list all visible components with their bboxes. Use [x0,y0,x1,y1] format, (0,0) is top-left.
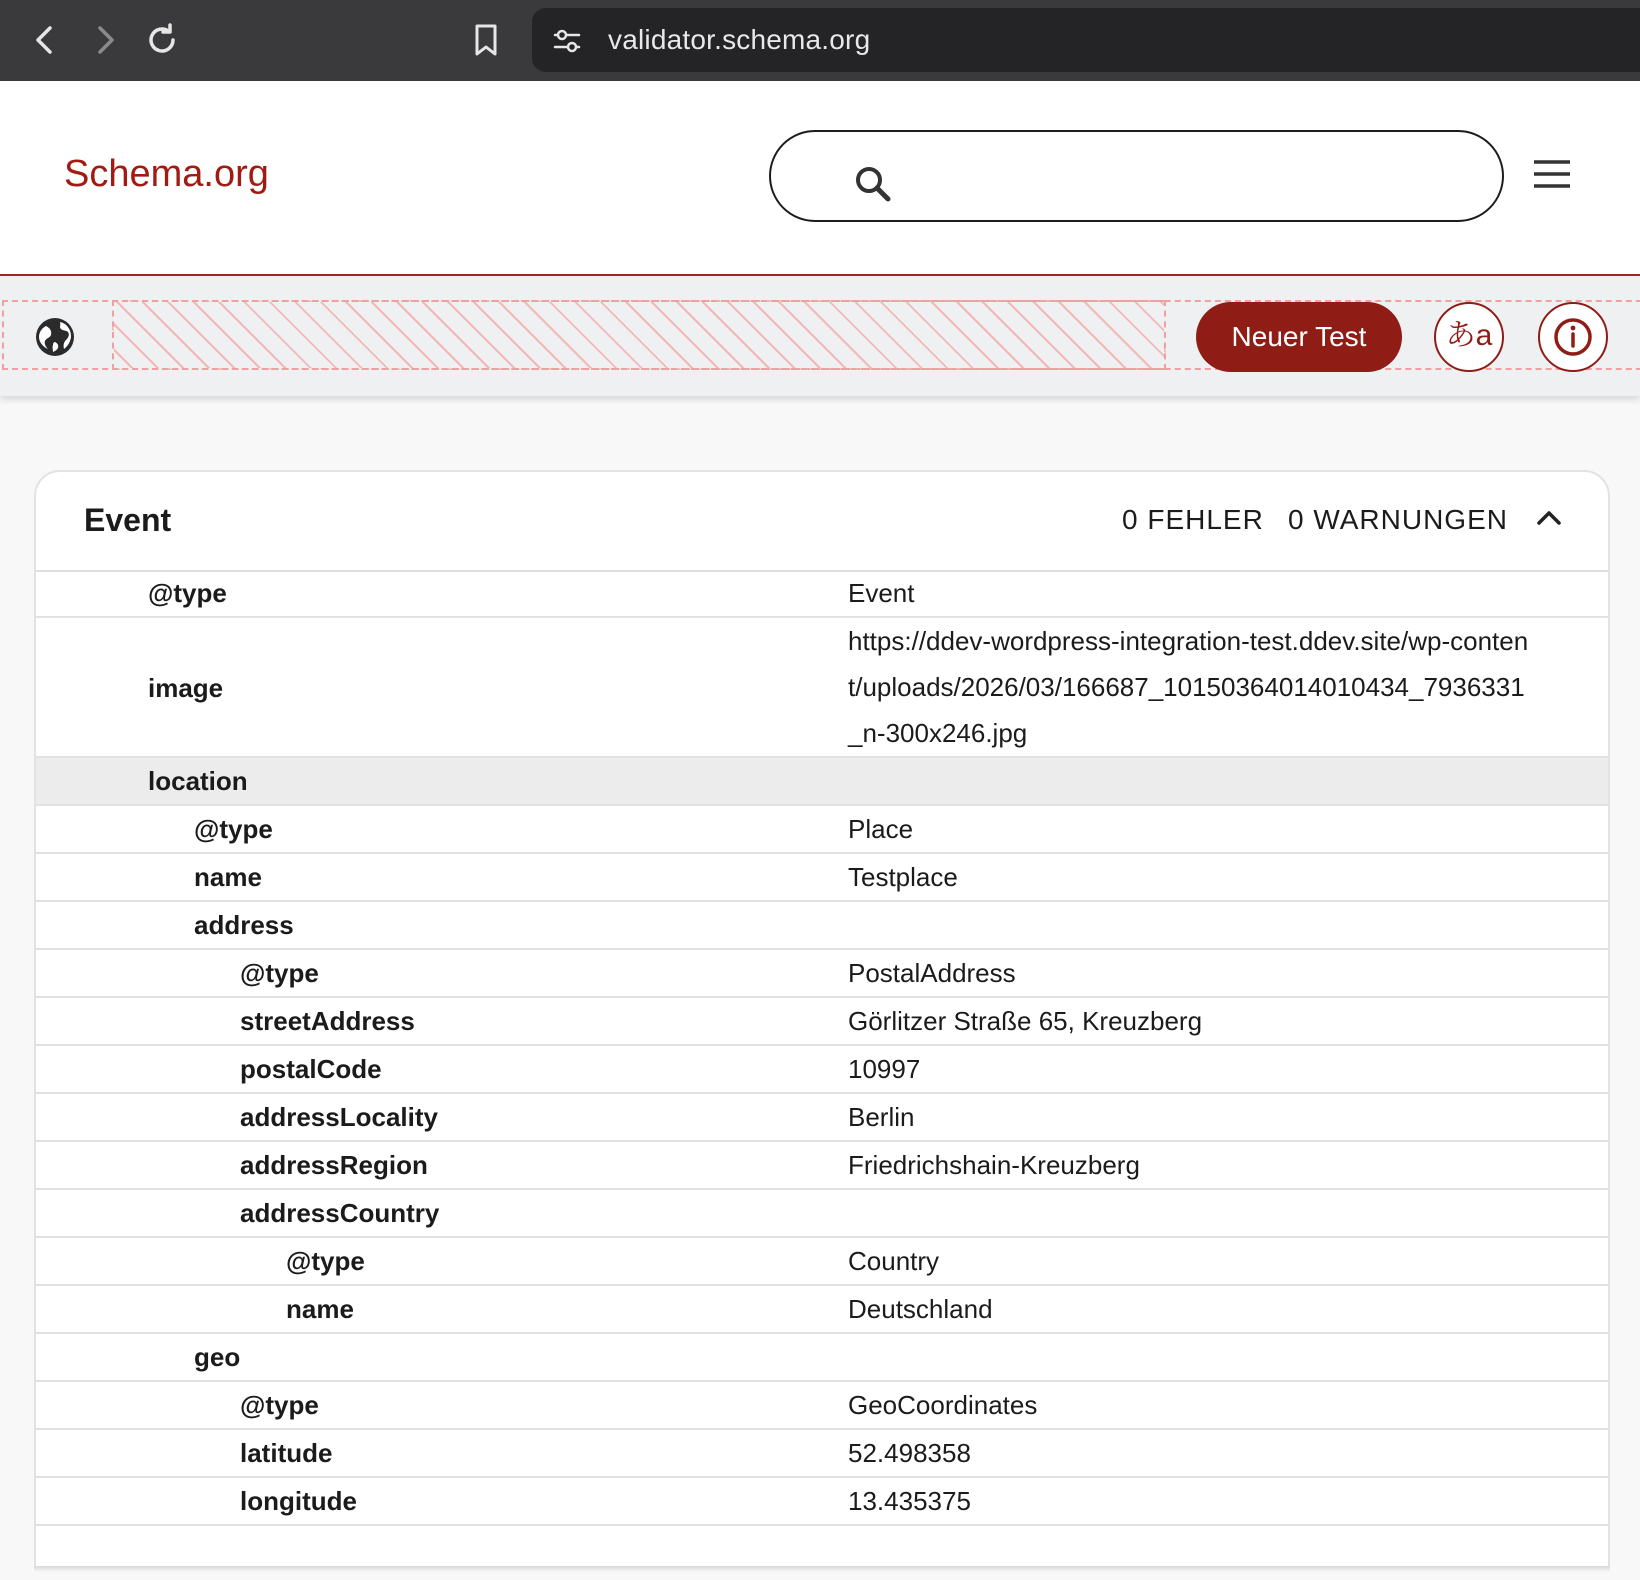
property-value: Deutschland [848,1294,993,1324]
property-value: 10997 [848,1054,921,1084]
property-name: name [194,862,262,892]
property-value: 52.498358 [848,1438,971,1468]
table-row [36,1238,1608,1286]
property-value: Place [848,814,914,844]
input-placeholder-area[interactable] [112,300,1166,370]
table-row [36,1046,1608,1094]
card-bottom-shadow [34,1566,1610,1572]
property-name: address [194,910,294,940]
property-value: Friedrichshain-Kreuzberg [848,1150,1140,1180]
property-value: Berlin [848,1102,915,1132]
property-name: @type [194,814,273,844]
address-bar[interactable] [532,8,1640,72]
property-name: @type [286,1246,365,1276]
property-value: https://ddev-wordpress-integration-test.ddev.site/wp-content/uploads/2026/03/166687_10150364014010434_7936331_n-300x246.jpg [848,626,1529,748]
property-name: streetAddress [240,1006,415,1036]
table-row [36,806,1608,854]
table-row [36,950,1608,998]
card-header[interactable] [36,472,1608,572]
forward-icon[interactable] [84,20,124,60]
table-row [36,618,1608,758]
property-table [36,570,1608,1526]
search-icon [853,164,893,204]
property-name: @type [240,958,319,988]
property-value: Country [848,1246,940,1276]
table-row [36,1190,1608,1238]
bookmark-icon[interactable] [466,20,506,60]
table-row [36,1478,1608,1526]
url-text[interactable]: validator.schema.org [608,24,871,55]
table-row [36,902,1608,950]
error-count: 0 FEHLER [1122,504,1264,535]
table-row [36,998,1608,1046]
table-row [36,1142,1608,1190]
table-row [36,1094,1608,1142]
property-name: location [148,766,248,796]
globe-icon[interactable] [34,316,76,358]
table-row [36,1334,1608,1382]
property-name: addressRegion [240,1150,428,1180]
site-header [0,81,1640,276]
site-settings-icon[interactable] [552,26,582,56]
result-card [34,470,1610,1570]
table-row [36,570,1608,618]
table-row [36,758,1608,806]
table-row [36,1286,1608,1334]
reload-icon[interactable] [142,20,182,60]
info-icon[interactable] [1538,302,1608,372]
search-input[interactable] [769,130,1504,222]
table-row [36,1382,1608,1430]
property-name: @type [240,1390,319,1420]
property-value: Görlitzer Straße 65, Kreuzberg [848,1006,1203,1036]
property-name: postalCode [240,1054,382,1084]
property-name: longitude [240,1486,357,1516]
hamburger-menu-icon[interactable] [1532,158,1572,190]
property-value: Event [848,578,915,608]
property-name: @type [148,578,227,608]
property-value: GeoCoordinates [848,1390,1038,1420]
chevron-up-icon[interactable] [1536,508,1562,526]
site-logo[interactable]: Schema.org [64,153,269,195]
property-name: name [286,1294,354,1324]
back-icon[interactable] [26,20,66,60]
validator-toolbar [0,276,1640,396]
property-name: addressLocality [240,1102,438,1132]
new-test-button[interactable]: Neuer Test [1196,302,1402,372]
table-row [36,1430,1608,1478]
property-name: latitude [240,1438,333,1468]
property-value: Testplace [848,862,958,892]
property-name: image [148,673,224,703]
property-value: PostalAddress [848,958,1016,988]
table-row [36,854,1608,902]
property-name: geo [194,1342,241,1372]
language-button[interactable]: あa [1434,302,1504,372]
warning-count: 0 WARNUNGEN [1288,504,1508,535]
card-title: Event [84,502,172,538]
property-name: addressCountry [240,1198,440,1228]
property-value: 13.435375 [848,1486,971,1516]
browser-toolbar [0,0,1640,81]
